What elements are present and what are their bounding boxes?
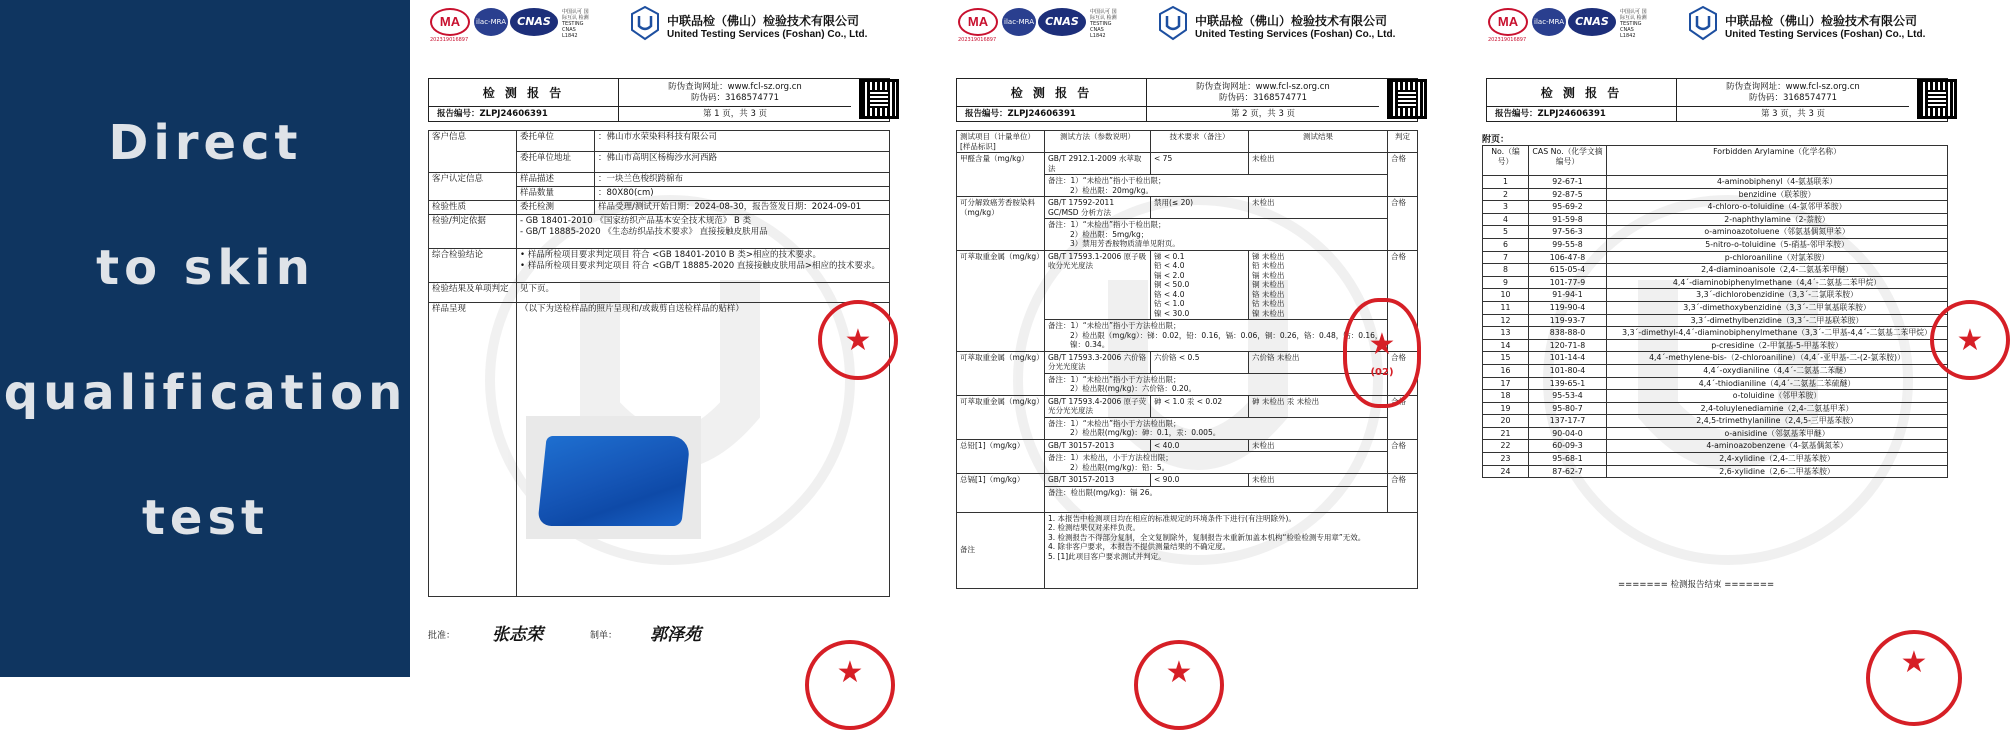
report-page-1	[410, 0, 900, 690]
table-row	[1483, 301, 1948, 314]
row-label: 综合检验结论	[429, 249, 517, 283]
method: GB/T 30157-2013	[1045, 439, 1151, 452]
arylamine-name: 2,4-xylidine（2,4-二甲基苯胺）	[1607, 453, 1948, 466]
report-number: 报告编号：ZLPJ24606391	[429, 107, 619, 122]
company-name-cn: 中联品检（佛山）检验技术有限公司	[1725, 14, 1918, 28]
note-line: 备注：1）“未检出”指小于方法检出限；	[1048, 418, 1181, 428]
report-page-2	[938, 0, 1428, 690]
row-number: 6	[1483, 238, 1529, 251]
table-row	[429, 215, 890, 249]
arylamine-name: benzidine（联苯胺）	[1607, 188, 1948, 201]
uts-logo-icon	[1688, 6, 1718, 40]
requirement: < 75	[1151, 153, 1249, 175]
banner-line-3: qualification	[3, 365, 408, 421]
remark-line: 4. 除非客户要求，本报告不提供测量结果的不确定度。	[1048, 542, 1231, 551]
arylamine-name: 4,4´-oxydianiline（4,4´-二氨基二苯醚）	[1607, 364, 1948, 377]
basis-line: - GB 18401-2010 《国家纺织产品基本安全技术规范》 B 类	[520, 216, 752, 226]
row-number: 9	[1483, 276, 1529, 289]
query-site: 防伪查询网址：www.fcl-sz.org.cn	[1726, 82, 1860, 92]
metal-result: 锑 未检出	[1252, 251, 1285, 261]
report-header-box	[956, 78, 1418, 122]
note-line: 2）检出限（mg/kg）：锑：0.02，铅：0.16，镉：0.06，铜：0.26，铬：0.48，钴：0.16，镍：0.34。	[1070, 330, 1383, 349]
requirement: < 40.0	[1151, 439, 1249, 452]
banner-panel	[0, 0, 411, 677]
table-row	[1483, 453, 1948, 466]
header-cell: No.（编号）	[1483, 146, 1529, 176]
item-name: 可萃取重金属（mg/kg）	[957, 250, 1045, 351]
conclusion-line: • 样品所检项目要求判定项目 符合 <GB/T 18885-2020 直接接触皮肤用品>相应的技术要求。	[520, 261, 880, 271]
field-label: 样品数量	[517, 187, 595, 201]
report-end: ======= 检测报告结束 =======	[1618, 580, 1775, 590]
arylamine-name: 3,3´-dichlorobenzidine（3,3´-二氯联苯胺）	[1607, 289, 1948, 302]
metal-limit: 钴 < 1.0	[1154, 299, 1185, 308]
table-row	[1483, 440, 1948, 453]
note-line: 2）检出限：5mg/kg；	[1070, 229, 1149, 239]
item-name: 甲醛含量（mg/kg）	[957, 153, 1045, 197]
remark-line: 2. 检测结果仅对来样负责。	[1048, 523, 1141, 532]
table-row	[429, 201, 890, 215]
basis-line: - GB/T 18885-2020 《生态纺织品技术要求》 直接接触皮肤用品	[520, 227, 768, 237]
result: 六价铬 未检出	[1249, 351, 1388, 373]
note-cell	[1045, 486, 1388, 512]
qr-code-icon	[1387, 79, 1427, 119]
field-label: 委托单位地址	[517, 152, 595, 173]
row-number: 17	[1483, 377, 1529, 390]
metal-limit: 锑 < 0.1	[1154, 251, 1185, 261]
table-row	[1483, 289, 1948, 302]
arylamine-name: 3,3´-dimethoxybenzidine（3,3´-二甲氧基联苯胺）	[1607, 301, 1948, 314]
header-cell: CAS No.（化学文摘编号）	[1529, 146, 1607, 176]
report-header-box	[428, 78, 890, 122]
note-cell	[1045, 373, 1388, 395]
ilac-logo: ilac-MRA	[474, 8, 508, 36]
note-line: 备注：1）“未检出”指小于方法检出限；	[1048, 374, 1181, 384]
cma-logo: MA	[1488, 8, 1528, 36]
appendix-label: 附页：	[1482, 135, 1510, 145]
method: GB/T 30157-2013	[1045, 474, 1151, 487]
cnas-logo: CNAS	[1568, 8, 1616, 36]
cas-number: 95-69-2	[1529, 201, 1607, 214]
anti-code: 防伪码：3168574771	[1748, 93, 1838, 103]
anti-code: 防伪码：3168574771	[690, 93, 780, 103]
row-number: 15	[1483, 352, 1529, 365]
maker-signature: 郭泽苑	[650, 625, 701, 645]
row-number: 18	[1483, 390, 1529, 403]
cas-number: 119-90-4	[1529, 301, 1607, 314]
report-title: 检 测 报 告	[957, 79, 1147, 107]
verdict: 合格	[1388, 250, 1418, 351]
cas-number: 615-05-4	[1529, 264, 1607, 277]
arylamine-name: 4-chloro-o-toluidine（4-氯邻甲苯胺）	[1607, 201, 1948, 214]
query-site: 防伪查询网址：www.fcl-sz.org.cn	[668, 82, 802, 92]
table-row	[1483, 188, 1948, 201]
basis-cell	[517, 215, 890, 249]
result: 未检出	[1249, 439, 1388, 452]
note-cell	[1045, 320, 1388, 352]
note-line: 2）检出限(mg/kg)：砷：0.1，汞：0.005。	[1070, 428, 1221, 437]
field-value: ：佛山市水荣染料科技有限公司	[595, 131, 890, 152]
row-label: 样品呈现	[429, 303, 517, 597]
result: 未检出	[1249, 197, 1388, 219]
result: 未检出	[1249, 474, 1388, 487]
report-page-3	[1468, 0, 1984, 680]
cas-number: 99-55-8	[1529, 238, 1607, 251]
remark-cell	[1045, 512, 1418, 588]
arylamine-name: 3,3´-dimethylbenzidine（3,3´-二甲基联苯胺）	[1607, 314, 1948, 327]
metal-limit: 铅 < 4.0	[1154, 261, 1185, 270]
row-number: 14	[1483, 339, 1529, 352]
report-number: 报告编号：ZLPJ24606391	[1487, 107, 1677, 122]
banner-line-4: test	[141, 490, 269, 546]
arylamine-name: p-cresidine（2-甲氧基-5-甲基苯胺）	[1607, 339, 1948, 352]
field-label: 委托单位	[517, 131, 595, 152]
company-name-cn: 中联品检（佛山）检验技术有限公司	[1195, 14, 1388, 28]
note-line: 备注：1）“未检出”指小于方法检出限；	[1048, 321, 1181, 330]
table-row	[1483, 201, 1948, 214]
qr-code-icon	[859, 79, 899, 119]
header-cell: 测试结果	[1249, 131, 1388, 153]
requirement: < 90.0	[1151, 474, 1249, 487]
row-number: 21	[1483, 427, 1529, 440]
company-name-en: United Testing Services (Foshan) Co., Ltd.	[667, 29, 868, 40]
method: GB/T 17593.3-2006 六价铬分光光度法	[1045, 351, 1151, 373]
cnas-text: 中国认可 国际互认 检测 TESTING CNAS L1842	[1620, 9, 1647, 39]
note-line: 备注：检出限(mg/kg)：镉 26。	[1048, 487, 1157, 497]
arylamine-name: o-toluidine（邻甲苯胺）	[1607, 390, 1948, 403]
row-number: 20	[1483, 415, 1529, 428]
arylamine-name: o-aminoazotoluene（邻氨基偶氮甲苯）	[1607, 226, 1948, 239]
row-number: 24	[1483, 465, 1529, 478]
cas-number: 137-17-7	[1529, 415, 1607, 428]
row-number: 19	[1483, 402, 1529, 415]
arylamine-name: 2,6-xylidine（2,6-二甲基苯胺）	[1607, 465, 1948, 478]
metal-limit: 铬 < 4.0	[1154, 289, 1185, 299]
uts-logo-icon	[1158, 6, 1188, 40]
table-row	[957, 439, 1418, 452]
banner-line-1: Direct	[108, 115, 303, 171]
field-value: 委托检测	[517, 201, 595, 215]
metal-result: 铅 未检出	[1252, 261, 1285, 270]
cas-number: 90-04-0	[1529, 427, 1607, 440]
cas-number: 106-47-8	[1529, 251, 1607, 264]
result: 砷 未检出 汞 未检出	[1249, 395, 1388, 417]
cas-number: 92-67-1	[1529, 176, 1607, 189]
table-row	[957, 153, 1418, 175]
field-value: ：80X80(cm)	[595, 187, 890, 201]
requirement: 砷 < 1.0 汞 < 0.02	[1151, 395, 1249, 417]
seal-stamp: ★	[1930, 300, 2010, 380]
note-line: 备注：1）“未检出”指小于检出限；	[1048, 220, 1166, 229]
metal-limits	[1151, 250, 1249, 320]
cnas-logo: CNAS	[510, 8, 558, 36]
arylamine-name: 4,4´-diaminobiphenylmethane（4,4´-二氨基二苯甲烷）	[1607, 276, 1948, 289]
arylamine-name: 4-aminobiphenyl（4-氨基联苯）	[1607, 176, 1948, 189]
note-line: 备注：1）未检出，小于方法检出限；	[1048, 453, 1173, 462]
note-line: 2）检出限(mg/kg)：铅：5。	[1070, 462, 1170, 472]
arylamine-name: 4,4´-thiodianiline（4,4´-二氨基二苯硫醚）	[1607, 377, 1948, 390]
table-row	[429, 173, 890, 187]
cnas-logo: CNAS	[1038, 8, 1086, 36]
note-line: 备注：1）“未检出”指小于检出限；	[1048, 176, 1166, 185]
table-row	[957, 512, 1418, 588]
cas-number: 101-14-4	[1529, 352, 1607, 365]
table-row	[957, 395, 1418, 417]
page-indicator: 第 1 页，共 3 页	[702, 109, 768, 119]
arylamine-table	[1482, 145, 1948, 478]
verdict: 合格	[1388, 197, 1418, 251]
row-label: 客户信息	[429, 131, 517, 173]
table-row	[957, 250, 1418, 320]
table-header	[957, 131, 1418, 153]
table-row	[1483, 327, 1948, 340]
ilac-logo: ilac-MRA	[1002, 8, 1036, 36]
row-number: 22	[1483, 440, 1529, 453]
metal-limit: 镍 < 30.0	[1154, 308, 1190, 318]
row-number: 13	[1483, 327, 1529, 340]
cma-logo: MA	[430, 8, 470, 36]
table-row	[1483, 402, 1948, 415]
table-row	[1483, 314, 1948, 327]
page-indicator: 第 3 页，共 3 页	[1760, 109, 1826, 119]
metal-result: 铜 未检出	[1252, 280, 1285, 289]
cas-number: 87-62-7	[1529, 465, 1607, 478]
logo-bar	[958, 6, 1438, 46]
row-label: 客户认定信息	[429, 173, 517, 201]
remark-label: 备注	[957, 512, 1045, 588]
query-info	[619, 79, 851, 107]
row-number: 16	[1483, 364, 1529, 377]
table-row	[1483, 377, 1948, 390]
item-name: 总镉[1]（mg/kg）	[957, 474, 1045, 513]
table-row	[1483, 339, 1948, 352]
page-indicator: 第 2 页，共 3 页	[1230, 109, 1296, 119]
row-number: 2	[1483, 188, 1529, 201]
arylamine-name: 3,3´-dimethyl-4,4´-diaminobiphenylmethane（3,3´-二甲基-4,4´-二氨基二苯甲烷）	[1607, 327, 1948, 340]
verdict: 合格	[1388, 153, 1418, 197]
table-row	[429, 131, 890, 152]
cas-number: 95-53-4	[1529, 390, 1607, 403]
arylamine-name: 2,4,5-trimethylaniline（2,4,5-三甲基苯胺）	[1607, 415, 1948, 428]
cas-number: 95-68-1	[1529, 453, 1607, 466]
arylamine-name: 2,4-diaminoanisole（2,4-二氨基苯甲醚）	[1607, 264, 1948, 277]
item-name: 可萃取重金属（mg/kg）	[957, 395, 1045, 439]
remark-line: 5. [1]此项目客户要求测试并判定。	[1048, 551, 1166, 561]
remark-line: 3. 检测报告不得部分复制，全文复制除外，复制报告未重新加盖本机构“检验检测专用章”无效。	[1048, 532, 1366, 542]
banner-line-2: to skin	[96, 240, 315, 296]
stamp-code: (02)	[1370, 367, 1394, 378]
cas-number: 97-56-3	[1529, 226, 1607, 239]
arylamine-name: p-chloroaniline（对氯苯胺）	[1607, 251, 1948, 264]
cas-number: 838-88-0	[1529, 327, 1607, 340]
query-site: 防伪查询网址：www.fcl-sz.org.cn	[1196, 82, 1330, 92]
table-row	[1483, 213, 1948, 226]
header-cell: 技术要求（备注）	[1151, 131, 1249, 153]
table-row	[1483, 264, 1948, 277]
cma-logo: MA	[958, 8, 998, 36]
cas-number: 101-80-4	[1529, 364, 1607, 377]
arylamine-name: 2,4-toluylenediamine（2,4-二氨基甲苯）	[1607, 402, 1948, 415]
report-title: 检 测 报 告	[429, 79, 619, 107]
method: GB/T 17592-2011 GC/MSD 分析方法	[1045, 197, 1151, 219]
row-number: 1	[1483, 176, 1529, 189]
verdict: 合格	[1388, 351, 1418, 395]
logo-bar	[1488, 6, 1968, 46]
cas-number: 92-87-5	[1529, 188, 1607, 201]
conclusion-line: • 样品所检项目要求判定项目 符合 <GB 18401-2010 B 类>相应的技术要求。	[520, 250, 821, 260]
remark-line: 1. 本报告中检测项目均在相应的标准规定的环境条件下进行(有注明除外)。	[1048, 513, 1296, 523]
item-name: 总铅[1]（mg/kg）	[957, 439, 1045, 474]
table-row	[1483, 226, 1948, 239]
row-number: 5	[1483, 226, 1529, 239]
cas-number: 60-09-3	[1529, 440, 1607, 453]
cas-number: 95-80-7	[1529, 402, 1607, 415]
query-info	[1147, 79, 1379, 107]
metal-result: 铬 未检出	[1252, 289, 1285, 299]
field-value: ：佛山市高明区杨梅沙水河西路	[595, 152, 890, 173]
verdict: 合格	[1388, 439, 1418, 474]
cas-number: 101-77-9	[1529, 276, 1607, 289]
row-number: 8	[1483, 264, 1529, 277]
note-cell	[1045, 219, 1388, 251]
query-info	[1677, 79, 1909, 107]
method: GB/T 17593.1-2006 原子吸收分光光度法	[1045, 250, 1151, 320]
table-row	[1483, 390, 1948, 403]
seal-stamp-bottom: ★	[1134, 640, 1224, 730]
table-row	[1483, 238, 1948, 251]
requirement: 禁用(≤ 20)	[1151, 197, 1249, 219]
row-number: 4	[1483, 213, 1529, 226]
approve-label: 批准：	[428, 631, 456, 641]
table-row	[1483, 251, 1948, 264]
metal-result: 钴 未检出	[1252, 299, 1285, 308]
sample-photo	[526, 416, 701, 539]
seal-stamp: ★	[818, 300, 898, 380]
row-number: 3	[1483, 201, 1529, 214]
field-value: （以下为送检样品的照片呈现和/或裁剪自送检样品的贴样）	[517, 303, 890, 597]
field-value: 见下页。	[517, 283, 890, 303]
metal-limit: 镉 < 2.0	[1154, 270, 1185, 280]
cas-number: 120-71-8	[1529, 339, 1607, 352]
arylamine-name: 5-nitro-o-toluidine（5-硝基-邻甲苯胺）	[1607, 238, 1948, 251]
metal-result: 镍 未检出	[1252, 308, 1285, 318]
seal-stamp-bottom: ★	[1866, 630, 1962, 726]
table-row	[1483, 352, 1948, 365]
table-row	[1483, 427, 1948, 440]
seal-stamp-bottom: ★	[805, 640, 895, 730]
result: 未检出	[1249, 153, 1388, 175]
note-line: 2）检出限：20mg/kg。	[1070, 185, 1154, 195]
metal-limit: 铜 < 50.0	[1154, 280, 1190, 289]
arylamine-name: 2-naphthylamine（2-萘胺）	[1607, 213, 1948, 226]
note-cell	[1045, 452, 1388, 474]
method: GB/T 2912.1-2009 水萃取法	[1045, 153, 1151, 175]
table-header	[1483, 146, 1948, 176]
row-number: 12	[1483, 314, 1529, 327]
table-row	[957, 474, 1418, 487]
header-cell: 测试方法（参数说明）	[1045, 131, 1151, 153]
company-name-en: United Testing Services (Foshan) Co., Ltd.	[1195, 29, 1396, 40]
note-line: 3）禁用芳香胺物质清单见附页。	[1070, 239, 1180, 248]
logo-bar	[430, 6, 910, 46]
cas-number: 91-94-1	[1529, 289, 1607, 302]
metal-result: 镉 未检出	[1252, 270, 1285, 280]
header-cell: Forbidden Arylamine（化学名称）	[1607, 146, 1948, 176]
conclusion-cell	[517, 249, 890, 283]
row-label: 检验结果及单项判定	[429, 283, 517, 303]
requirement: 六价铬 < 0.5	[1151, 351, 1249, 373]
table-row	[957, 197, 1418, 219]
row-number: 11	[1483, 301, 1529, 314]
anti-code: 防伪码：3168574771	[1218, 93, 1308, 103]
cma-number: 202319016897	[1488, 37, 1527, 43]
cma-number: 202319016897	[430, 37, 469, 43]
report-header-box	[1486, 78, 1948, 122]
cas-number: 119-93-7	[1529, 314, 1607, 327]
field-label: 样品描述	[517, 173, 595, 187]
row-number: 7	[1483, 251, 1529, 264]
arylamine-name: 4-aminoazobenzene（4-氨基偶氮苯）	[1607, 440, 1948, 453]
arylamine-name: o-anisidine（邻氨基苯甲醚）	[1607, 427, 1948, 440]
cas-number: 139-65-1	[1529, 377, 1607, 390]
field-value: ：一块兰色梭织跨棉布	[595, 173, 890, 187]
maker-label: 制单：	[590, 631, 618, 641]
header-cell: 判定	[1388, 131, 1418, 153]
arylamine-name: 4,4´-methylene-bis-（2-chloroaniline）（4,4´-亚甲基-二-(2-氯苯胺)）	[1607, 352, 1948, 365]
verdict: 合格	[1388, 474, 1418, 513]
table-row	[1483, 276, 1948, 289]
approve-signature: 张志荣	[492, 625, 543, 645]
item-name: 可萃取重金属（mg/kg）	[957, 351, 1045, 395]
item-name: 可分解致癌芳香胺染料（mg/kg）	[957, 197, 1045, 251]
table-row	[1483, 364, 1948, 377]
cma-number: 202319016897	[958, 37, 997, 43]
report-title: 检 测 报 告	[1487, 79, 1677, 107]
verdict: 合格	[1388, 395, 1418, 439]
cas-number: 91-59-8	[1529, 213, 1607, 226]
header-cell: 测试项目（计量单位）[样品标识]	[957, 131, 1045, 153]
cnas-text: 中国认可 国际互认 检测 TESTING CNAS L1842	[562, 9, 589, 39]
row-label: 检验/判定依据	[429, 215, 517, 249]
qr-code-icon	[1917, 79, 1957, 119]
cnas-text: 中国认可 国际互认 检测 TESTING CNAS L1842	[1090, 9, 1117, 39]
note-cell	[1045, 417, 1388, 439]
method: GB/T 17593.4-2006 原子荧光分光光度法	[1045, 395, 1151, 417]
row-label: 检验性质	[429, 201, 517, 215]
dates: 样品受理/测试开始日期：2024-08-30，报告签发日期：2024-09-01	[595, 201, 890, 215]
table-row	[429, 283, 890, 303]
note-line: 2）检出限(mg/kg)：六价铬：0.20。	[1070, 384, 1197, 393]
row-number: 23	[1483, 453, 1529, 466]
table-row	[429, 249, 890, 283]
table-row	[1483, 415, 1948, 428]
note-cell	[1045, 175, 1388, 197]
table-row	[1483, 176, 1948, 189]
report-number: 报告编号：ZLPJ24606391	[957, 107, 1147, 122]
uts-logo-icon	[630, 6, 660, 40]
table-row	[1483, 465, 1948, 478]
company-name-en: United Testing Services (Foshan) Co., Ltd.	[1725, 29, 1926, 40]
row-number: 10	[1483, 289, 1529, 302]
ilac-logo: ilac-MRA	[1532, 8, 1566, 36]
seal-stamp: ★ (02)	[1343, 298, 1421, 408]
company-name-cn: 中联品检（佛山）检验技术有限公司	[667, 14, 860, 28]
